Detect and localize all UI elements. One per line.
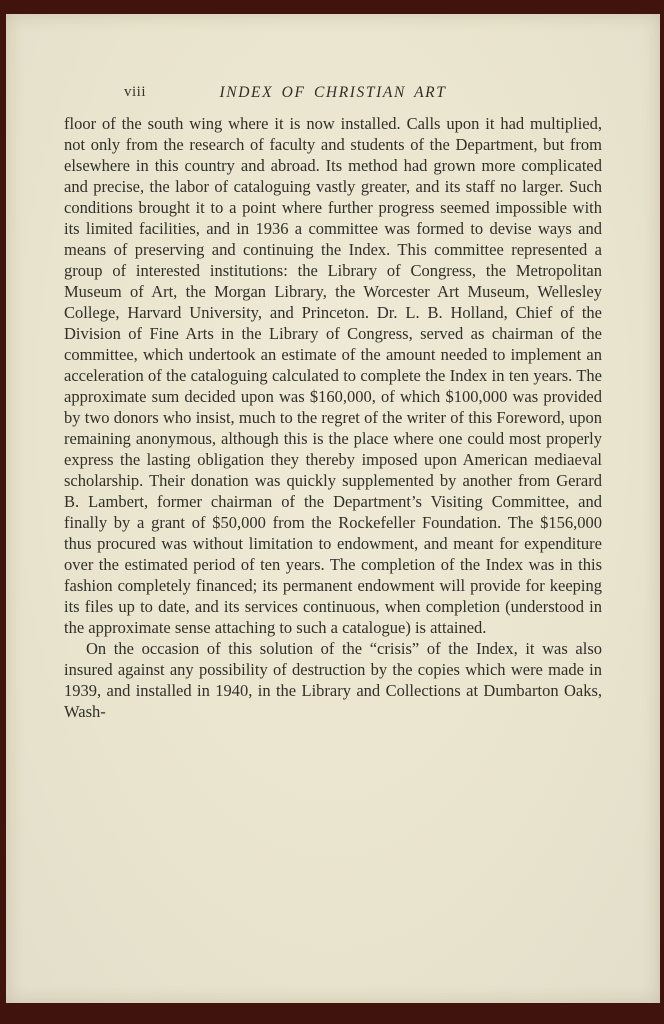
paragraph: floor of the south wing where it is now installed. Calls upon it had multiplied, not only from the research of faculty and students of the Department, but from elsewhere in this country and abroad. Its method had grown more complicated and precise, the labor of cataloguing vastly greater, and its staff no larger. Such conditions brought it to a point where further progress seemed impossible with its limited facilities, and in 1936 a committee was formed to devise ways and means of preserving and continuing the Index. This committee represented a group of interested institutions: the Library of Congress, the Metropolitan Museum of Art, the Morgan Library, the Worcester Art Museum, Wellesley College, Harvard University, and Princeton. Dr. L. B. Holland, Chief of the Division of Fine Arts in the Library of Congress, served as chairman of the committee, which undertook an estimate of the amount needed to implement an acceleration of the cataloguing calculated to complete the Index in ten years. The approximate sum decided upon was $160,000, of which $100,000 was provided by two donors who insist, much to the regret of the writer of this Foreword, upon remaining anonymous, although this is the place where one could most properly express the lasting obligation they thereby imposed upon American mediaeval scholarship. Their donation was quickly supplemented by another from Gerard B. Lambert, former chairman of the Department’s Visiting Committee, and finally by a grant of $50,000 from the Rockefeller Foundation. The $156,000 thus procured was without limitation to endowment, and meant for expenditure over the estimated period of ten years. The completion of the Index was in this fashion completely financed; its permanent endowment will provide for keeping its files up to date, and its services continuous, when completion (understood in the approximate sense attaching to such a catalogue) is attained. (64, 114, 602, 637)
book-page (6, 14, 660, 1003)
page-header (64, 84, 602, 106)
text-column (64, 14, 602, 722)
page-body (64, 113, 602, 722)
paragraph: On the occasion of this solution of the “crisis” of the Index, it was also insured against any possibility of destruction by the copies which were made in 1939, and installed in 1940, in the Library and Collections at Dumbarton Oaks, Wash- (64, 639, 602, 721)
running-title: INDEX OF CHRISTIAN ART (219, 84, 447, 101)
page-number: viii (124, 84, 147, 100)
